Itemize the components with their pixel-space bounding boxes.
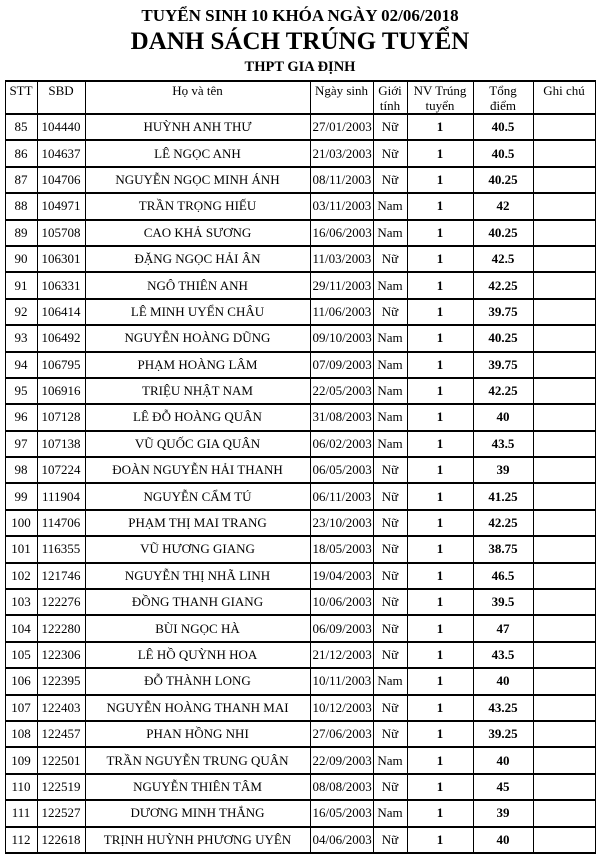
- cell-sbd: 122527: [37, 800, 85, 826]
- cell-nv: 1: [407, 563, 473, 589]
- cell-dob: 04/06/2003: [310, 827, 373, 853]
- cell-nv: 1: [407, 352, 473, 378]
- cell-nv: 1: [407, 695, 473, 721]
- cell-note: [533, 483, 595, 509]
- cell-note: [533, 695, 595, 721]
- cell-nv: 1: [407, 246, 473, 272]
- cell-note: [533, 193, 595, 219]
- column-header-dob: Ngày sinh: [310, 81, 373, 114]
- cell-score: 42.25: [473, 272, 533, 298]
- cell-sbd: 106331: [37, 272, 85, 298]
- cell-stt: 102: [5, 563, 37, 589]
- cell-gender: Nữ: [373, 246, 407, 272]
- cell-note: [533, 299, 595, 325]
- cell-score: 39: [473, 800, 533, 826]
- table-row: [5, 246, 595, 272]
- cell-note: [533, 272, 595, 298]
- cell-stt: 93: [5, 325, 37, 351]
- cell-sbd: 122501: [37, 747, 85, 773]
- cell-sbd: 106414: [37, 299, 85, 325]
- table-row: [5, 642, 595, 668]
- cell-name: NGUYỄN THIÊN TÂM: [85, 774, 310, 800]
- cell-stt: 90: [5, 246, 37, 272]
- cell-dob: 31/08/2003: [310, 404, 373, 430]
- table-row: [5, 457, 595, 483]
- cell-gender: Nam: [373, 272, 407, 298]
- cell-nv: 1: [407, 404, 473, 430]
- cell-dob: 07/09/2003: [310, 352, 373, 378]
- cell-dob: 19/04/2003: [310, 563, 373, 589]
- cell-note: [533, 615, 595, 641]
- cell-gender: Nữ: [373, 299, 407, 325]
- cell-dob: 27/06/2003: [310, 721, 373, 747]
- cell-sbd: 122618: [37, 827, 85, 853]
- cell-name: TRẦN TRỌNG HIẾU: [85, 193, 310, 219]
- cell-stt: 99: [5, 483, 37, 509]
- cell-dob: 27/01/2003: [310, 114, 373, 140]
- cell-gender: Nữ: [373, 483, 407, 509]
- cell-dob: 10/11/2003: [310, 668, 373, 694]
- cell-stt: 95: [5, 378, 37, 404]
- cell-nv: 1: [407, 747, 473, 773]
- cell-score: 38.75: [473, 536, 533, 562]
- cell-score: 43.25: [473, 695, 533, 721]
- cell-stt: 109: [5, 747, 37, 773]
- cell-gender: Nữ: [373, 695, 407, 721]
- cell-sbd: 107128: [37, 404, 85, 430]
- cell-score: 42.5: [473, 246, 533, 272]
- cell-name: ĐẶNG NGỌC HẢI ÂN: [85, 246, 310, 272]
- cell-note: [533, 431, 595, 457]
- cell-nv: 1: [407, 167, 473, 193]
- table-row: [5, 483, 595, 509]
- table-header: [5, 81, 595, 114]
- cell-gender: Nam: [373, 668, 407, 694]
- cell-sbd: 104971: [37, 193, 85, 219]
- cell-dob: 23/10/2003: [310, 510, 373, 536]
- table-row: [5, 193, 595, 219]
- cell-note: [533, 827, 595, 853]
- cell-gender: Nữ: [373, 114, 407, 140]
- cell-gender: Nam: [373, 378, 407, 404]
- cell-name: PHAN HỒNG NHI: [85, 721, 310, 747]
- cell-gender: Nữ: [373, 615, 407, 641]
- cell-note: [533, 140, 595, 166]
- cell-name: NGUYỄN NGỌC MINH ÁNH: [85, 167, 310, 193]
- cell-note: [533, 246, 595, 272]
- cell-name: TRỊNH HUỲNH PHƯƠNG UYÊN: [85, 827, 310, 853]
- cell-score: 43.5: [473, 431, 533, 457]
- cell-nv: 1: [407, 220, 473, 246]
- table-row: [5, 352, 595, 378]
- cell-nv: 1: [407, 668, 473, 694]
- cell-score: 40: [473, 747, 533, 773]
- school-name: THPT GIA ĐỊNH: [244, 59, 356, 75]
- cell-gender: Nữ: [373, 642, 407, 668]
- cell-note: [533, 220, 595, 246]
- cell-name: VŨ QUỐC GIA QUÂN: [85, 431, 310, 457]
- cell-nv: 1: [407, 272, 473, 298]
- table-row: [5, 299, 595, 325]
- cell-note: [533, 325, 595, 351]
- cell-score: 39.75: [473, 299, 533, 325]
- cell-dob: 21/03/2003: [310, 140, 373, 166]
- cell-name: VŨ HƯƠNG GIANG: [85, 536, 310, 562]
- cell-note: [533, 167, 595, 193]
- cell-note: [533, 589, 595, 615]
- cell-stt: 111: [5, 800, 37, 826]
- cell-nv: 1: [407, 483, 473, 509]
- cell-name: NGÔ THIÊN ANH: [85, 272, 310, 298]
- cell-dob: 10/12/2003: [310, 695, 373, 721]
- cell-stt: 100: [5, 510, 37, 536]
- cell-name: ĐỒNG THANH GIANG: [85, 589, 310, 615]
- cell-note: [533, 114, 595, 140]
- table-row: [5, 563, 595, 589]
- cell-gender: Nam: [373, 747, 407, 773]
- column-header-name: Họ và tên: [85, 81, 310, 114]
- cell-score: 40.25: [473, 325, 533, 351]
- table-row: [5, 747, 595, 773]
- cell-dob: 18/05/2003: [310, 536, 373, 562]
- cell-stt: 112: [5, 827, 37, 853]
- cell-score: 40: [473, 668, 533, 694]
- cell-stt: 110: [5, 774, 37, 800]
- cell-score: 43.5: [473, 642, 533, 668]
- cell-gender: Nữ: [373, 536, 407, 562]
- cell-sbd: 106492: [37, 325, 85, 351]
- cell-note: [533, 404, 595, 430]
- cell-stt: 105: [5, 642, 37, 668]
- cell-nv: 1: [407, 378, 473, 404]
- cell-nv: 1: [407, 299, 473, 325]
- cell-nv: 1: [407, 510, 473, 536]
- cell-gender: Nam: [373, 800, 407, 826]
- column-header-gender: Giới tính: [373, 81, 407, 114]
- cell-stt: 88: [5, 193, 37, 219]
- cell-dob: 16/06/2003: [310, 220, 373, 246]
- cell-sbd: 111904: [37, 483, 85, 509]
- cell-score: 39.75: [473, 352, 533, 378]
- cell-note: [533, 721, 595, 747]
- cell-gender: Nam: [373, 193, 407, 219]
- cell-gender: Nữ: [373, 774, 407, 800]
- cell-gender: Nữ: [373, 140, 407, 166]
- cell-stt: 104: [5, 615, 37, 641]
- column-header-nv: NV Trúng tuyển: [407, 81, 473, 114]
- cell-stt: 101: [5, 536, 37, 562]
- table-row: [5, 589, 595, 615]
- cell-gender: Nữ: [373, 721, 407, 747]
- cell-dob: 08/11/2003: [310, 167, 373, 193]
- cell-sbd: 122403: [37, 695, 85, 721]
- table-row: [5, 774, 595, 800]
- table-row: [5, 536, 595, 562]
- cell-score: 45: [473, 774, 533, 800]
- cell-sbd: 107138: [37, 431, 85, 457]
- cell-dob: 16/05/2003: [310, 800, 373, 826]
- cell-name: NGUYỄN HOÀNG DŨNG: [85, 325, 310, 351]
- table-row: [5, 378, 595, 404]
- cell-nv: 1: [407, 642, 473, 668]
- table-row: [5, 167, 595, 193]
- cell-note: [533, 563, 595, 589]
- cell-score: 41.25: [473, 483, 533, 509]
- cell-gender: Nữ: [373, 589, 407, 615]
- cell-gender: Nam: [373, 352, 407, 378]
- cell-name: PHẠM THỊ MAI TRANG: [85, 510, 310, 536]
- cell-score: 39.25: [473, 721, 533, 747]
- cell-dob: 11/03/2003: [310, 246, 373, 272]
- cell-note: [533, 774, 595, 800]
- cell-score: 42.25: [473, 510, 533, 536]
- admission-results-table: [5, 80, 596, 854]
- cell-name: PHẠM HOÀNG LÂM: [85, 352, 310, 378]
- table-row: [5, 220, 595, 246]
- cell-sbd: 122280: [37, 615, 85, 641]
- cell-sbd: 116355: [37, 536, 85, 562]
- document-title-line2: DANH SÁCH TRÚNG TUYỂN: [130, 28, 470, 55]
- cell-name: TRIỆU NHẬT NAM: [85, 378, 310, 404]
- cell-nv: 1: [407, 140, 473, 166]
- cell-sbd: 104706: [37, 167, 85, 193]
- cell-stt: 85: [5, 114, 37, 140]
- cell-dob: 22/09/2003: [310, 747, 373, 773]
- table-row: [5, 404, 595, 430]
- cell-name: NGUYỄN HOÀNG THANH MAI: [85, 695, 310, 721]
- table-row: [5, 114, 595, 140]
- cell-name: LÊ ĐỖ HOÀNG QUÂN: [85, 404, 310, 430]
- cell-note: [533, 510, 595, 536]
- cell-gender: Nam: [373, 325, 407, 351]
- cell-score: 47: [473, 615, 533, 641]
- cell-nv: 1: [407, 193, 473, 219]
- cell-dob: 03/11/2003: [310, 193, 373, 219]
- cell-name: BÙI NGỌC HÀ: [85, 615, 310, 641]
- cell-sbd: 122395: [37, 668, 85, 694]
- cell-nv: 1: [407, 325, 473, 351]
- cell-name: ĐỖ THÀNH LONG: [85, 668, 310, 694]
- cell-gender: Nữ: [373, 457, 407, 483]
- cell-stt: 94: [5, 352, 37, 378]
- cell-note: [533, 668, 595, 694]
- cell-dob: 06/05/2003: [310, 457, 373, 483]
- cell-name: LÊ MINH UYỂN CHÂU: [85, 299, 310, 325]
- cell-score: 40.5: [473, 114, 533, 140]
- cell-score: 40.5: [473, 140, 533, 166]
- table-row: [5, 668, 595, 694]
- cell-note: [533, 800, 595, 826]
- table-body: [5, 114, 595, 853]
- cell-gender: Nữ: [373, 563, 407, 589]
- cell-gender: Nữ: [373, 167, 407, 193]
- cell-gender: Nữ: [373, 827, 407, 853]
- cell-dob: 09/10/2003: [310, 325, 373, 351]
- cell-sbd: 122519: [37, 774, 85, 800]
- cell-sbd: 105708: [37, 220, 85, 246]
- cell-score: 42.25: [473, 378, 533, 404]
- cell-name: LÊ NGỌC ANH: [85, 140, 310, 166]
- cell-sbd: 106916: [37, 378, 85, 404]
- column-header-score: Tổng điểm: [473, 81, 533, 114]
- cell-nv: 1: [407, 721, 473, 747]
- cell-stt: 96: [5, 404, 37, 430]
- table-row: [5, 272, 595, 298]
- cell-name: LÊ HỒ QUỲNH HOA: [85, 642, 310, 668]
- cell-note: [533, 642, 595, 668]
- cell-sbd: 122276: [37, 589, 85, 615]
- cell-note: [533, 457, 595, 483]
- cell-score: 39.5: [473, 589, 533, 615]
- cell-score: 46.5: [473, 563, 533, 589]
- cell-nv: 1: [407, 827, 473, 853]
- cell-sbd: 104440: [37, 114, 85, 140]
- cell-note: [533, 352, 595, 378]
- cell-score: 40.25: [473, 167, 533, 193]
- cell-nv: 1: [407, 800, 473, 826]
- cell-stt: 87: [5, 167, 37, 193]
- cell-nv: 1: [407, 431, 473, 457]
- table-row: [5, 695, 595, 721]
- cell-nv: 1: [407, 536, 473, 562]
- cell-note: [533, 378, 595, 404]
- cell-score: 42: [473, 193, 533, 219]
- cell-nv: 1: [407, 589, 473, 615]
- cell-name: CAO KHẢ SƯƠNG: [85, 220, 310, 246]
- table-header-row: [5, 81, 595, 114]
- table-row: [5, 431, 595, 457]
- cell-note: [533, 536, 595, 562]
- cell-sbd: 107224: [37, 457, 85, 483]
- cell-stt: 103: [5, 589, 37, 615]
- column-header-sbd: SBD: [37, 81, 85, 114]
- cell-sbd: 122306: [37, 642, 85, 668]
- cell-gender: Nam: [373, 220, 407, 246]
- column-header-stt: STT: [5, 81, 37, 114]
- cell-stt: 86: [5, 140, 37, 166]
- cell-nv: 1: [407, 615, 473, 641]
- column-header-note: Ghi chú: [533, 81, 595, 114]
- cell-nv: 1: [407, 457, 473, 483]
- table-row: [5, 615, 595, 641]
- cell-stt: 92: [5, 299, 37, 325]
- cell-dob: 06/09/2003: [310, 615, 373, 641]
- cell-dob: 06/11/2003: [310, 483, 373, 509]
- cell-dob: 22/05/2003: [310, 378, 373, 404]
- table-row: [5, 827, 595, 853]
- cell-name: DƯƠNG MINH THẮNG: [85, 800, 310, 826]
- cell-gender: Nữ: [373, 510, 407, 536]
- cell-name: TRẦN NGUYỄN TRUNG QUÂN: [85, 747, 310, 773]
- cell-name: HUỲNH ANH THƯ: [85, 114, 310, 140]
- cell-name: NGUYỄN THỊ NHÃ LINH: [85, 563, 310, 589]
- cell-stt: 97: [5, 431, 37, 457]
- cell-dob: 11/06/2003: [310, 299, 373, 325]
- cell-nv: 1: [407, 114, 473, 140]
- cell-sbd: 121746: [37, 563, 85, 589]
- cell-name: NGUYỄN CẨM TÚ: [85, 483, 310, 509]
- cell-sbd: 106301: [37, 246, 85, 272]
- table-row: [5, 800, 595, 826]
- cell-dob: 08/08/2003: [310, 774, 373, 800]
- table-row: [5, 140, 595, 166]
- cell-stt: 108: [5, 721, 37, 747]
- cell-score: 40.25: [473, 220, 533, 246]
- cell-dob: 06/02/2003: [310, 431, 373, 457]
- cell-sbd: 106795: [37, 352, 85, 378]
- cell-sbd: 104637: [37, 140, 85, 166]
- cell-score: 40: [473, 827, 533, 853]
- cell-dob: 10/06/2003: [310, 589, 373, 615]
- cell-stt: 98: [5, 457, 37, 483]
- cell-dob: 29/11/2003: [310, 272, 373, 298]
- table-row: [5, 325, 595, 351]
- cell-stt: 107: [5, 695, 37, 721]
- cell-score: 39: [473, 457, 533, 483]
- cell-sbd: 114706: [37, 510, 85, 536]
- cell-stt: 106: [5, 668, 37, 694]
- table-row: [5, 721, 595, 747]
- cell-score: 40: [473, 404, 533, 430]
- cell-dob: 21/12/2003: [310, 642, 373, 668]
- table-row: [5, 510, 595, 536]
- cell-note: [533, 747, 595, 773]
- cell-sbd: 122457: [37, 721, 85, 747]
- cell-nv: 1: [407, 774, 473, 800]
- document-title-line1: TUYỂN SINH 10 KHÓA NGÀY 02/06/2018: [141, 6, 459, 25]
- cell-stt: 89: [5, 220, 37, 246]
- cell-name: ĐOÀN NGUYỄN HẢI THANH: [85, 457, 310, 483]
- cell-gender: Nam: [373, 431, 407, 457]
- cell-stt: 91: [5, 272, 37, 298]
- cell-gender: Nam: [373, 404, 407, 430]
